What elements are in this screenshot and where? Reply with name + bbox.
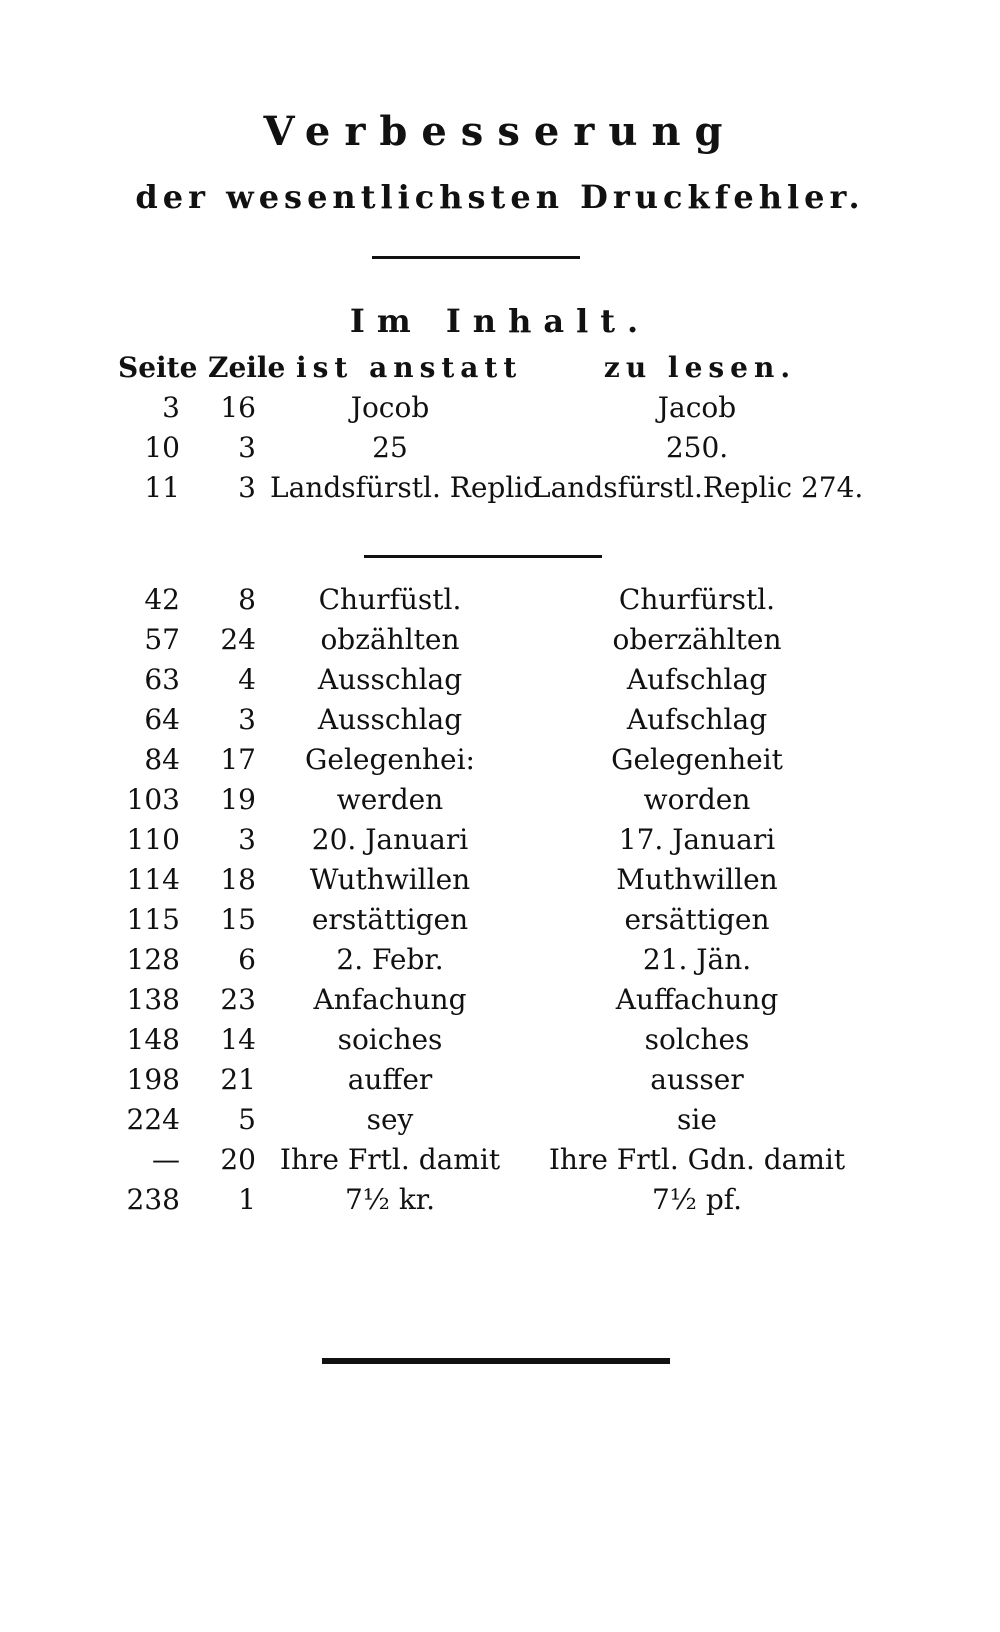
errata-line-number: 4 [238,663,256,696]
errata-page-number: 64 [144,703,180,736]
errata-line-number: 20 [220,1143,256,1176]
errata-page-number: 148 [126,1023,180,1056]
errata-wrong-text: Ausschlag [317,663,463,696]
errata-page-number: 63 [144,663,180,696]
errata-row [0,388,1000,428]
errata-correct-text: Gelegenheit [611,743,783,776]
errata-correct-text: Auffachung [615,983,779,1016]
errata-line-number: 17 [220,743,256,776]
errata-line-number: 16 [220,391,256,424]
errata-line-number: 3 [238,431,256,464]
errata-correct-text: ersättigen [624,903,770,936]
column-header-right: zu lesen. [603,351,797,384]
errata-page-number: — [152,1143,180,1176]
column-header-row [0,348,1000,388]
errata-page-number: 198 [126,1063,180,1096]
errata-correct-text: solches [644,1023,750,1056]
errata-line-number: 24 [220,623,256,656]
errata-row [0,860,1000,900]
column-header-wrong: ist anstatt [296,351,523,384]
errata-row [0,660,1000,700]
errata-page-number: 57 [144,623,180,656]
errata-row [0,468,1000,508]
errata-correct-text: oberzählten [612,623,782,656]
errata-correct-text: Churfürstl. [618,583,776,616]
errata-page-number: 128 [126,943,180,976]
errata-correct-text: Aufschlag [626,703,768,736]
errata-line-number: 5 [238,1103,256,1136]
errata-line-number: 3 [238,823,256,856]
errata-line-number: 15 [220,903,256,936]
page-subtitle: der wesentlichsten Druckfehler. [135,178,865,216]
errata-correct-text: Ihre Frtl. Gdn. damit [548,1143,846,1176]
errata-line-number: 3 [238,471,256,504]
divider-rule-top [372,256,580,259]
errata-page-number: 138 [126,983,180,1016]
errata-row [0,700,1000,740]
errata-row [0,1140,1000,1180]
errata-line-number: 19 [220,783,256,816]
errata-row [0,1180,1000,1220]
errata-row [0,740,1000,780]
errata-page-number: 115 [126,903,180,936]
errata-correct-text: 250. [665,431,729,464]
errata-row [0,780,1000,820]
errata-page-number: 238 [126,1183,180,1216]
column-header-page: Seite [118,351,198,384]
page-title: Verbesserung [263,108,737,155]
errata-correct-text: sie [677,1103,717,1136]
errata-line-number: 21 [220,1063,256,1096]
errata-line-number: 6 [238,943,256,976]
errata-wrong-text: auffer [347,1063,433,1096]
errata-wrong-text: 25 [372,431,408,464]
errata-line-number: 23 [220,983,256,1016]
errata-page-number: 42 [144,583,180,616]
errata-correct-text: 17. Januari [618,823,776,856]
errata-wrong-text: Anfachung [313,983,467,1016]
errata-correct-text: 21. Jän. [642,943,752,976]
errata-line-number: 1 [238,1183,256,1216]
errata-row [0,940,1000,980]
errata-row [0,428,1000,468]
errata-wrong-text: erstättigen [311,903,469,936]
errata-line-number: 14 [220,1023,256,1056]
errata-wrong-text: Jocob [350,391,430,424]
column-header-line: Zeile [208,351,286,384]
divider-rule-bottom [322,1358,670,1364]
errata-wrong-text: soiches [337,1023,443,1056]
errata-page-number: 10 [144,431,180,464]
errata-wrong-text: Churfüstl. [318,583,462,616]
errata-correct-text: Muthwillen [616,863,778,896]
errata-wrong-text: 20. Januari [311,823,469,856]
errata-row [0,580,1000,620]
errata-row [0,900,1000,940]
errata-correct-text: worden [643,783,751,816]
errata-wrong-text: Ihre Frtl. damit [279,1143,501,1176]
errata-row [0,1100,1000,1140]
errata-correct-text: ausser [650,1063,744,1096]
errata-line-number: 18 [220,863,256,896]
section-heading: Im Inhalt. [349,302,651,340]
errata-row [0,980,1000,1020]
errata-correct-text: Aufschlag [626,663,768,696]
errata-correct-text: Landsfürstl.Replic 274. [532,471,864,504]
divider-rule-middle [364,555,602,558]
errata-wrong-text: 2. Febr. [336,943,444,976]
errata-row [0,820,1000,860]
errata-page-number: 3 [162,391,180,424]
errata-page-number: 224 [126,1103,180,1136]
errata-wrong-text: Landsfürstl. Replic [270,471,539,504]
errata-wrong-text: Gelegenhei: [305,743,475,776]
errata-page-number: 84 [144,743,180,776]
errata-wrong-text: Wuthwillen [309,863,471,896]
errata-wrong-text: werden [336,783,444,816]
errata-correct-text: Jacob [657,391,737,424]
errata-line-number: 8 [238,583,256,616]
errata-wrong-text: sey [366,1103,414,1136]
errata-row [0,620,1000,660]
errata-row [0,1060,1000,1100]
errata-page-number: 114 [126,863,180,896]
errata-page-number: 103 [126,783,180,816]
errata-wrong-text: 7½ kr. [344,1183,436,1216]
errata-line-number: 3 [238,703,256,736]
errata-wrong-text: Ausschlag [317,703,463,736]
errata-page-number: 110 [126,823,180,856]
errata-correct-text: 7½ pf. [651,1183,743,1216]
errata-row [0,1020,1000,1060]
errata-wrong-text: obzählten [320,623,460,656]
errata-page-number: 11 [144,471,180,504]
